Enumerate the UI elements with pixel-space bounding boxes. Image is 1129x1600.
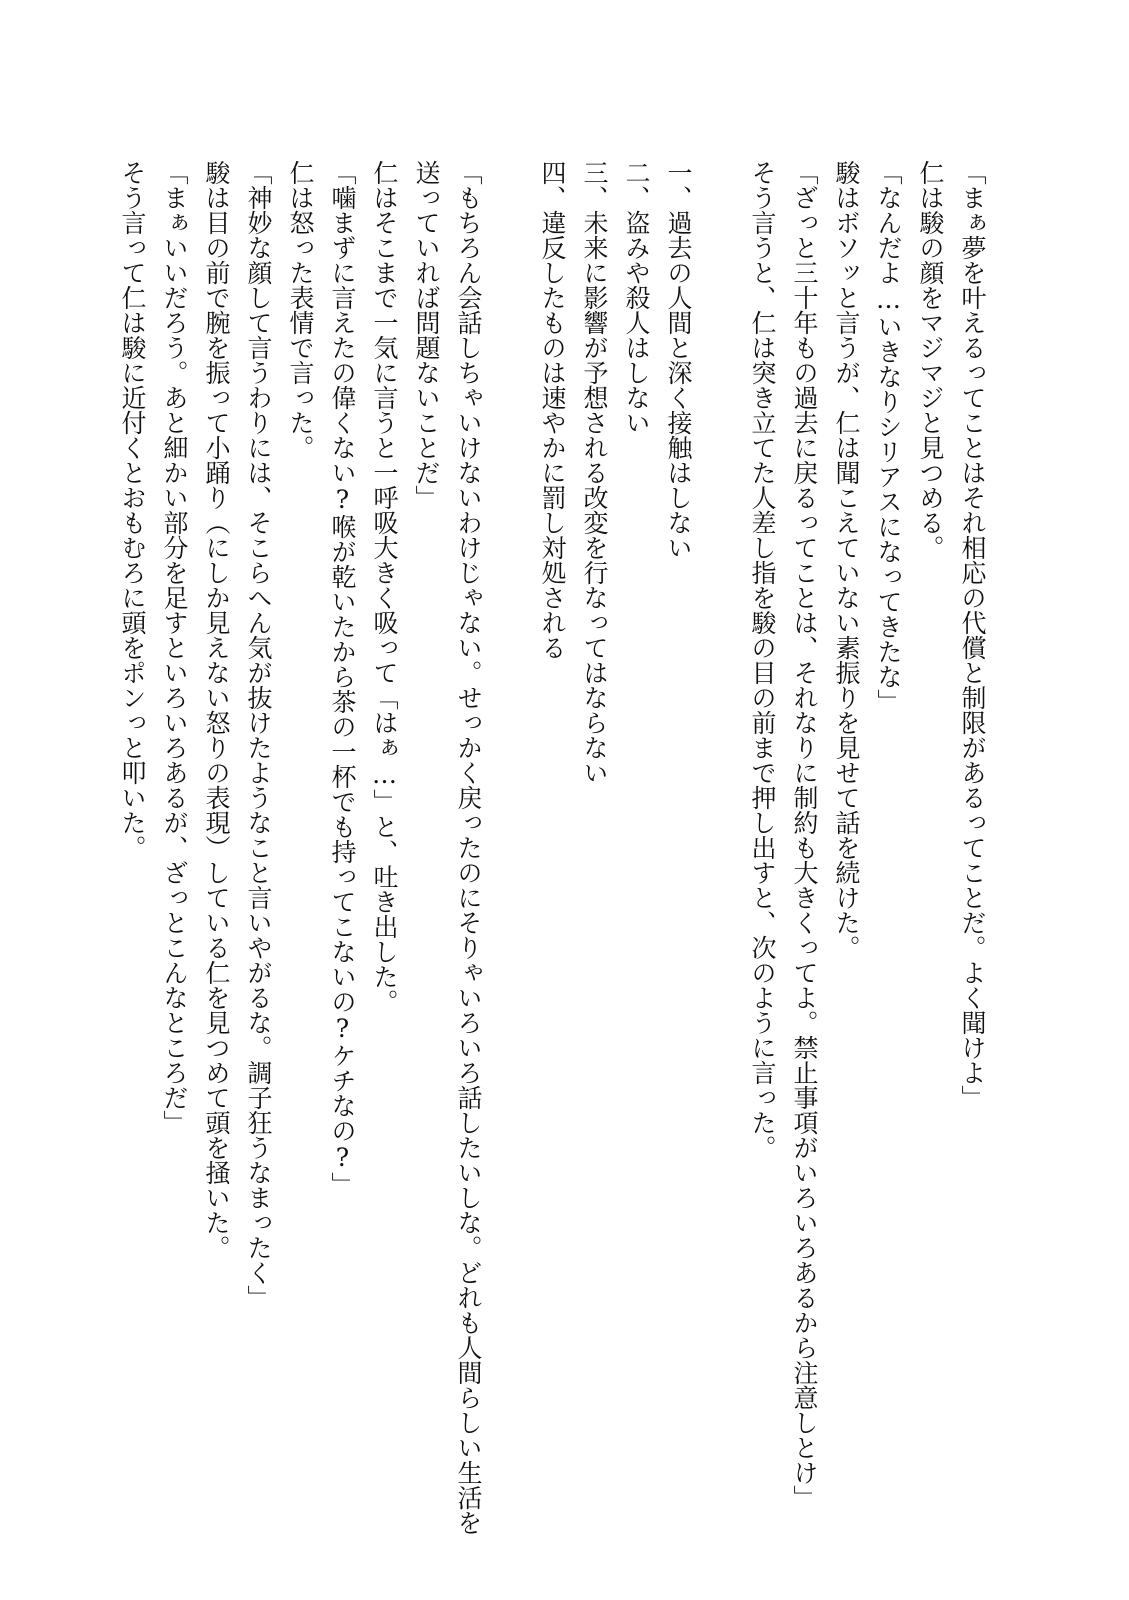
- text-line: 「噛まずに言えたの偉くない?喉が乾いたから茶の一杯でも持ってこないの?ケチなの?」: [328, 160, 357, 1197]
- text-line: 「なんだよ…いきなりシリアスになってきたな」: [874, 160, 903, 714]
- text-line: 「神妙な顔して言うわりには、そこらへん気が抜けたようなこと言いやがるな。調子狂うなまったく」: [244, 160, 273, 1310]
- blank-line: [493, 160, 525, 1580]
- text-line: 「まぁ夢を叶えるってことはそれ相応の代償と制限があるってことだ。よく聞けよ」: [958, 160, 987, 1110]
- rule-item: 三、未来に影響が予想される改変を行なってはならない: [580, 160, 609, 785]
- rule-item: 二、盗みや殺人はしない: [622, 160, 651, 435]
- rule-item: 一、過去の人間と深く接触はしない: [664, 160, 693, 560]
- text-line: 「もちろん会話しちゃいけないわけじゃない。せっかく戻ったのにそりゃいろいろ話したいしな。どれも人間らしい生活を: [454, 160, 483, 1535]
- text-line: そう言うと、仁は突き立てた人差し指を駿の目の前まで押し出すと、次のように言った。: [748, 160, 777, 1160]
- text-line: そう言って仁は駿に近付くとおもむろに頭をポンっと叩いた。: [118, 160, 147, 860]
- text-line: 駿はボソッと言うが、仁は聞こえていない素振りを見せて話を続けた。: [832, 160, 861, 960]
- rule-item: 四、違反したものは速やかに罰し対処される: [538, 160, 567, 660]
- text-line: 送っていれば問題ないことだ」: [412, 160, 441, 510]
- text-line: 仁は駿の顔をマジマジと見つめる。: [916, 160, 945, 560]
- text-line: 駿は目の前で腕を振って小踊り（にしか見えない怒りの表現）している仁を見つめて頭を掻いた。: [202, 160, 231, 1260]
- blank-line: [703, 160, 735, 1580]
- text-line: 「ざっと三十年もの過去に戻るってことは、それなりに制約も大きくってよ。禁止事項がいろいろあるから注意しとけ」: [790, 160, 819, 1510]
- text-line: 仁は怒った表情で言った。: [286, 160, 315, 460]
- text-line: 仁はそこまで一気に言うと一呼吸大きく吸って「はぁ…」と、吐き出した。: [370, 160, 399, 1014]
- text-line: 「まぁいいだろう。あと細かい部分を足すといろいろあるが、ざっとこんなところだ」: [160, 160, 189, 1135]
